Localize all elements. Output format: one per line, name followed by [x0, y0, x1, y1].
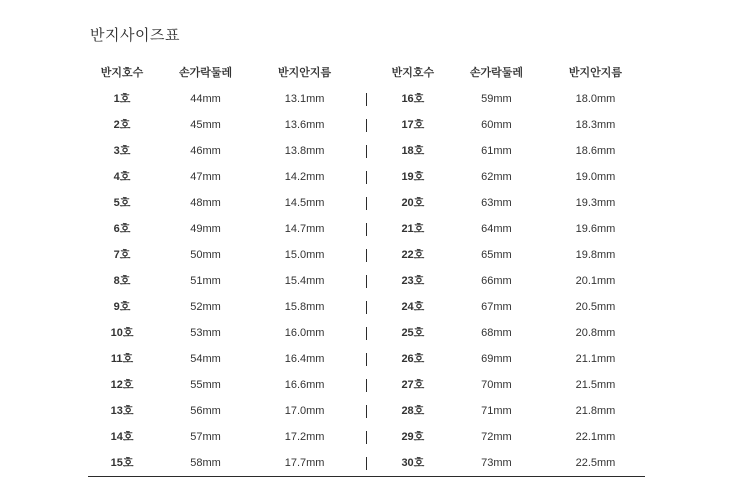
cell-circumference-right: 72mm [481, 431, 512, 443]
table-row [88, 372, 645, 398]
separator-bar-icon [366, 197, 367, 210]
cell-diameter-left: 15.8mm [284, 301, 325, 313]
cell-separator [354, 86, 379, 112]
table-header [88, 60, 645, 86]
cell-circumference-left: 45mm [190, 119, 221, 131]
cell-separator [354, 216, 379, 242]
cell-ring-no-left: 12호 [110, 379, 134, 391]
table-row [88, 112, 645, 138]
page-title: 반지사이즈표 [90, 27, 180, 44]
cell-circumference-left: 47mm [190, 171, 221, 183]
cell-separator [354, 242, 379, 268]
cell-separator [354, 138, 379, 164]
cell-diameter-right: 20.5mm [575, 301, 616, 313]
cell-ring-no-right: 30호 [379, 450, 447, 477]
separator-bar-icon [366, 327, 367, 340]
separator-bar-icon [366, 67, 367, 80]
table-row [88, 346, 645, 372]
column-header-circumference-right: 손가락둘레 [469, 67, 523, 79]
cell-circumference-right: 60mm [481, 119, 512, 131]
cell-ring-no-left: 10호 [110, 327, 134, 339]
cell-diameter-right: 22.1mm [575, 431, 616, 443]
separator-bar-icon [366, 301, 367, 314]
cell-ring-no-right: 28호 [401, 405, 425, 417]
cell-diameter-right: 18.6mm [575, 145, 616, 157]
table-row [88, 450, 645, 477]
cell-ring-no-right: 16호 [401, 93, 425, 105]
cell-ring-no-left: 8호 [113, 275, 131, 287]
cell-circumference-left: 49mm [190, 223, 221, 235]
cell-diameter-left: 14.2mm [284, 171, 325, 183]
separator-bar-icon [366, 457, 367, 470]
table-header-row [88, 60, 645, 86]
separator-bar-icon [366, 93, 367, 106]
cell-diameter-left: 15.4mm [284, 275, 325, 287]
cell-ring-no-right: 18호 [401, 145, 425, 157]
cell-circumference-right: 64mm [481, 223, 512, 235]
ring-size-table [88, 60, 645, 477]
table-row [88, 294, 645, 320]
table-row [88, 86, 645, 112]
cell-circumference-right: 59mm [481, 93, 512, 105]
cell-diameter-right: 22.5mm [546, 450, 645, 477]
cell-separator [354, 450, 379, 477]
cell-ring-no-right: 23호 [401, 275, 425, 287]
table-row [88, 216, 645, 242]
cell-diameter-right: 21.8mm [575, 405, 616, 417]
cell-circumference-right: 70mm [481, 379, 512, 391]
cell-circumference-left: 51mm [190, 275, 221, 287]
separator-bar-icon [366, 223, 367, 236]
cell-separator [354, 372, 379, 398]
table-row [88, 398, 645, 424]
separator-bar-icon [366, 379, 367, 392]
cell-diameter-left: 14.5mm [284, 197, 325, 209]
separator-bar-icon [366, 145, 367, 158]
separator-bar-icon [366, 275, 367, 288]
cell-diameter-right: 19.0mm [575, 171, 616, 183]
cell-circumference-right: 71mm [481, 405, 512, 417]
table-row [88, 268, 645, 294]
cell-diameter-right: 20.1mm [575, 275, 616, 287]
cell-diameter-left: 16.4mm [284, 353, 325, 365]
cell-diameter-right: 18.3mm [575, 119, 616, 131]
cell-diameter-left: 16.6mm [284, 379, 325, 391]
cell-ring-no-right: 19호 [401, 171, 425, 183]
table-row [88, 190, 645, 216]
cell-separator [354, 190, 379, 216]
cell-ring-no-right: 17호 [401, 119, 425, 131]
cell-circumference-right: 62mm [481, 171, 512, 183]
cell-ring-no-left: 2호 [113, 119, 131, 131]
separator-bar-icon [366, 353, 367, 366]
cell-diameter-right: 19.8mm [575, 249, 616, 261]
cell-ring-no-right: 22호 [401, 249, 425, 261]
cell-ring-no-left: 15호 [88, 450, 156, 477]
cell-ring-no-left: 3호 [113, 145, 131, 157]
cell-diameter-right: 21.1mm [575, 353, 616, 365]
column-header-diameter-right: 반지안지름 [568, 67, 623, 79]
column-header-diameter-left: 반지안지름 [278, 67, 332, 79]
cell-circumference-left: 50mm [190, 249, 221, 261]
cell-circumference-left: 58mm [156, 450, 255, 477]
separator-bar-icon [366, 405, 367, 418]
table-row [88, 242, 645, 268]
cell-circumference-left: 57mm [190, 431, 221, 443]
cell-separator [354, 268, 379, 294]
cell-diameter-left: 13.6mm [284, 119, 325, 131]
cell-separator [354, 346, 379, 372]
cell-ring-no-right: 20호 [401, 197, 425, 209]
cell-circumference-right: 65mm [481, 249, 512, 261]
cell-separator [354, 398, 379, 424]
cell-circumference-right: 68mm [481, 327, 512, 339]
cell-circumference-left: 55mm [190, 379, 221, 391]
cell-diameter-right: 19.3mm [575, 197, 616, 209]
cell-circumference-right: 67mm [481, 301, 512, 313]
cell-ring-no-left: 1호 [113, 93, 131, 105]
cell-circumference-right: 73mm [447, 450, 546, 477]
column-header-ring-no-right: 반지호수 [391, 67, 435, 79]
table-body [88, 86, 645, 477]
cell-ring-no-left: 13호 [110, 405, 134, 417]
cell-circumference-left: 56mm [190, 405, 221, 417]
cell-ring-no-right: 24호 [401, 301, 425, 313]
cell-separator [354, 320, 379, 346]
cell-ring-no-left: 9호 [113, 301, 131, 313]
cell-circumference-right: 61mm [481, 145, 512, 157]
table-row [88, 424, 645, 450]
cell-ring-no-right: 26호 [401, 353, 425, 365]
cell-ring-no-left: 11호 [110, 353, 134, 365]
cell-ring-no-left: 14호 [110, 431, 134, 443]
separator-bar-icon [366, 249, 367, 262]
cell-circumference-left: 44mm [190, 93, 221, 105]
cell-diameter-left: 13.1mm [284, 93, 325, 105]
table-row [88, 138, 645, 164]
cell-diameter-right: 19.6mm [575, 223, 616, 235]
separator-bar-icon [366, 119, 367, 132]
cell-separator [354, 424, 379, 450]
cell-circumference-left: 46mm [190, 145, 221, 157]
cell-ring-no-left: 5호 [113, 197, 131, 209]
cell-circumference-left: 53mm [190, 327, 221, 339]
cell-ring-no-right: 27호 [401, 379, 425, 391]
cell-circumference-right: 69mm [481, 353, 512, 365]
cell-diameter-left: 17.0mm [284, 405, 325, 417]
cell-diameter-right: 18.0mm [575, 93, 616, 105]
cell-diameter-left: 17.2mm [284, 431, 325, 443]
cell-circumference-right: 66mm [481, 275, 512, 287]
separator-bar-icon [366, 171, 367, 184]
cell-ring-no-left: 4호 [113, 171, 131, 183]
cell-ring-no-right: 25호 [401, 327, 425, 339]
cell-separator [354, 294, 379, 320]
cell-ring-no-left: 6호 [113, 223, 131, 235]
cell-diameter-left: 15.0mm [284, 249, 325, 261]
cell-diameter-left: 17.7mm [255, 450, 354, 477]
cell-circumference-right: 63mm [481, 197, 512, 209]
table-row [88, 164, 645, 190]
table-row [88, 320, 645, 346]
cell-ring-no-left: 7호 [113, 249, 131, 261]
cell-circumference-left: 52mm [190, 301, 221, 313]
cell-separator [354, 112, 379, 138]
column-separator [354, 60, 379, 86]
cell-ring-no-right: 29호 [401, 431, 425, 443]
column-header-ring-no-left: 반지호수 [100, 67, 144, 79]
cell-diameter-left: 16.0mm [284, 327, 325, 339]
cell-diameter-left: 13.8mm [284, 145, 325, 157]
cell-diameter-right: 20.8mm [575, 327, 616, 339]
column-header-circumference-left: 손가락둘레 [179, 67, 233, 79]
cell-ring-no-right: 21호 [401, 223, 425, 235]
cell-diameter-left: 14.7mm [284, 223, 325, 235]
cell-circumference-left: 54mm [190, 353, 221, 365]
cell-separator [354, 164, 379, 190]
separator-bar-icon [366, 431, 367, 444]
cell-circumference-left: 48mm [190, 197, 221, 209]
cell-diameter-right: 21.5mm [575, 379, 616, 391]
